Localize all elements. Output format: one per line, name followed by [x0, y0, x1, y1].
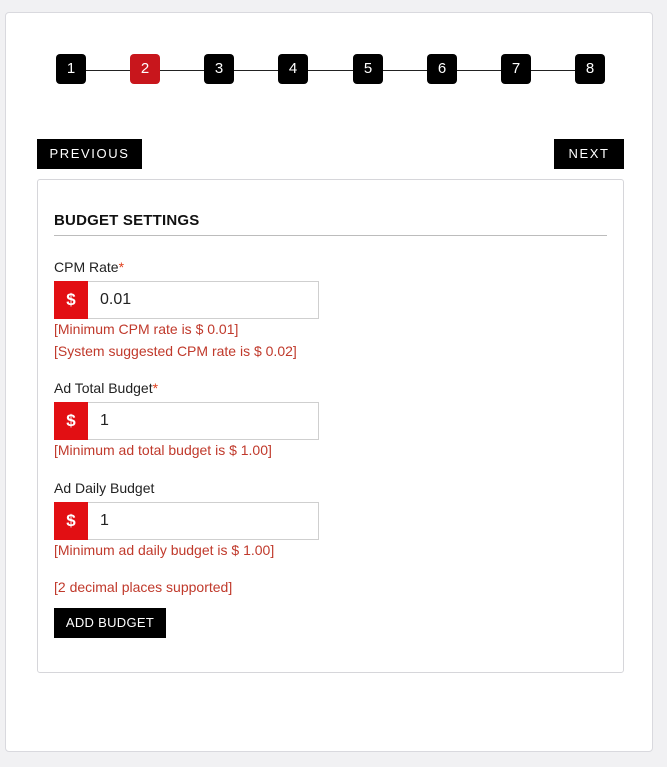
budget-settings-title: BUDGET SETTINGS [54, 212, 200, 229]
step-progress [56, 54, 606, 86]
daily-budget-input-group [54, 502, 319, 540]
daily-budget-input[interactable] [88, 502, 319, 540]
step-3[interactable]: 3 [204, 54, 234, 84]
daily-budget-label-text: Ad Daily Budget [54, 480, 155, 496]
step-4[interactable]: 4 [278, 54, 308, 84]
step-5[interactable]: 5 [353, 54, 383, 84]
previous-button[interactable]: PREVIOUS [37, 139, 142, 169]
step-1[interactable]: 1 [56, 54, 86, 84]
step-2-active[interactable]: 2 [130, 54, 160, 84]
decimal-places-note: [2 decimal places supported] [54, 579, 233, 595]
step-7[interactable]: 7 [501, 54, 531, 84]
cpm-rate-label [54, 259, 124, 275]
cpm-rate-label-text: CPM Rate [54, 259, 119, 275]
step-6[interactable]: 6 [427, 54, 457, 84]
total-budget-input-group [54, 402, 319, 440]
add-budget-button[interactable]: ADD BUDGET [54, 608, 166, 638]
total-budget-min-hint: [Minimum ad total budget is $ 1.00] [54, 442, 272, 458]
step-8[interactable]: 8 [575, 54, 605, 84]
cpm-rate-input-group [54, 281, 319, 319]
cpm-rate-input[interactable] [88, 281, 319, 319]
dollar-icon: $ [54, 281, 88, 319]
total-budget-label-text: Ad Total Budget [54, 380, 153, 396]
wizard-panel [5, 12, 653, 752]
dollar-icon: $ [54, 502, 88, 540]
daily-budget-min-hint: [Minimum ad daily budget is $ 1.00] [54, 542, 275, 558]
budget-settings-card [37, 179, 624, 673]
cpm-suggested-hint: [System suggested CPM rate is $ 0.02] [54, 343, 297, 359]
required-asterisk: * [152, 380, 159, 396]
required-asterisk: * [118, 259, 125, 275]
cpm-min-hint: [Minimum CPM rate is $ 0.01] [54, 321, 239, 337]
total-budget-input[interactable] [88, 402, 319, 440]
total-budget-label [54, 380, 158, 396]
daily-budget-label [54, 480, 154, 496]
next-button[interactable]: NEXT [554, 139, 624, 169]
dollar-icon: $ [54, 402, 88, 440]
title-divider [54, 235, 607, 236]
